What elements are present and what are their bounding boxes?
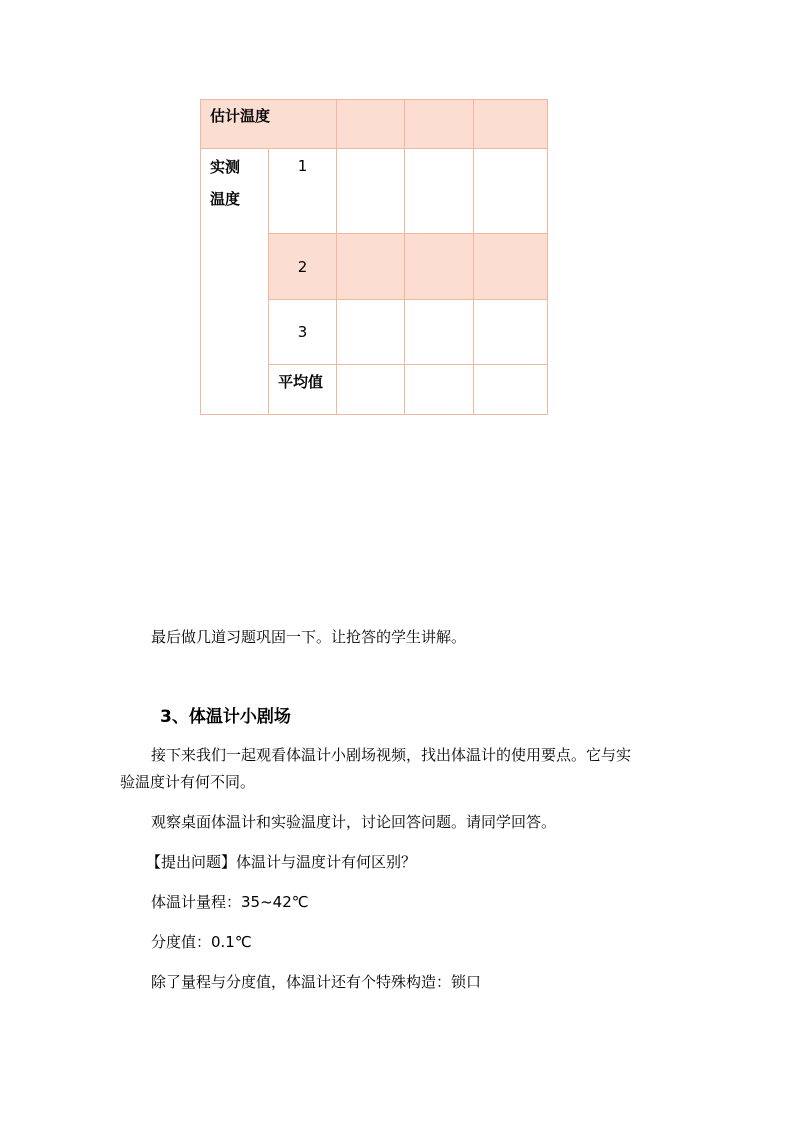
table-cell (405, 149, 474, 234)
table-cell (337, 149, 405, 234)
measured-label-cell (201, 149, 269, 415)
paragraph-video-line1: 接下来我们一起观看体温计小剧场视频，找出体温计的使用要点。它与实 (151, 746, 632, 764)
average-label: 平均值 (269, 365, 337, 415)
paragraph-video-line2: 验温度计有何不同。 (120, 773, 256, 791)
paragraph-practice: 最后做几道习题巩固一下。让抢答的学生讲解。 (151, 628, 467, 646)
table-cell (337, 234, 405, 300)
table-cell (474, 365, 548, 415)
paragraph-structure: 除了量程与分度值，体温计还有个特殊构造：锁口 (151, 973, 482, 991)
table-cell (405, 300, 474, 365)
paragraph-question: 【提出问题】体温计与温度计有何区别？ (146, 853, 417, 871)
paragraph-range: 体温计量程：35~42℃ (151, 893, 309, 911)
row-number-2: 2 (269, 234, 337, 300)
table-cell (405, 100, 474, 149)
estimate-label: 估计温度 (210, 107, 271, 125)
table-cell (474, 149, 548, 234)
table-cell (405, 234, 474, 300)
table-cell (405, 365, 474, 415)
measured-label-line1: 实测 (210, 158, 241, 176)
section-heading: 3、体温计小剧场 (160, 707, 291, 727)
row-number-1: 1 (269, 149, 337, 234)
estimate-label-cell (201, 100, 337, 149)
table-cell (474, 100, 548, 149)
paragraph-observe: 观察桌面体温计和实验温度计，讨论回答问题。请同学回答。 (151, 813, 557, 831)
table-cell (337, 300, 405, 365)
table-cell (474, 300, 548, 365)
paragraph-division: 分度值：0.1℃ (151, 933, 252, 951)
temperature-table (200, 99, 548, 415)
table-cell (337, 365, 405, 415)
table-cell (474, 234, 548, 300)
measured-label-line2: 温度 (210, 190, 241, 208)
table-cell (337, 100, 405, 149)
row-number-3: 3 (269, 300, 337, 365)
